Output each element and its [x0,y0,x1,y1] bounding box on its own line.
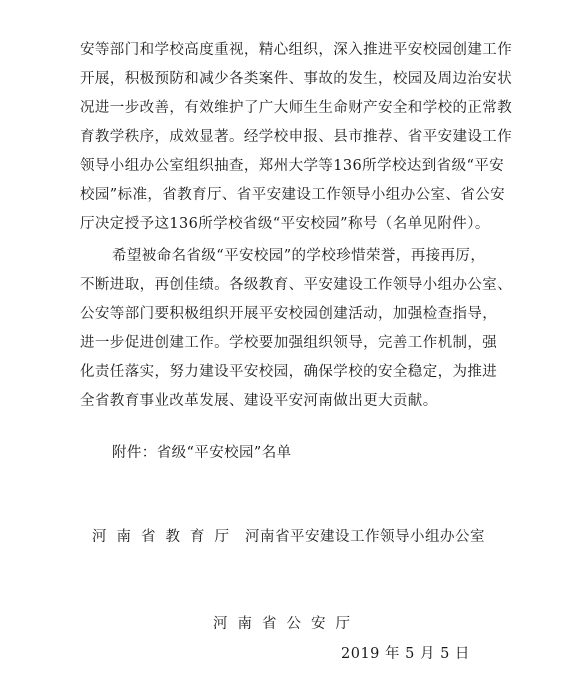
signature-education-dept: 河南省教育厅 [92,529,239,545]
signature-safety-office: 河南省平安建设工作领导小组办公室 [245,529,485,545]
attachment-note: 附件：省级“平安校园”名单 [112,445,292,461]
body-text-line: 领导小组办公室组织抽查，郑州大学等136所学校达到省级“平安 [80,158,505,174]
document-date: 2019 年 5 月 5 日 [341,646,470,662]
body-text-line: 全省教育事业改革发展、建设平安河南做出更大贡献。 [80,393,438,409]
body-text-line: 公安等部门要积极组织开展平安校园创建活动，加强检查指导， [80,306,498,322]
body-text-line: 校园”标准，省教育厅、省平安建设工作领导小组办公室、省公安 [80,187,506,203]
body-text-line: 育教学秩序，成效显著。经学校申报、县市推荐、省平安建设工作 [80,129,513,145]
body-text-line: 安等部门和学校高度重视，精心组织，深入推进平安校园创建工作 [80,42,513,58]
body-text-line: 厅决定授予这136所学校省级“平安校园”称号（名单见附件）。 [80,216,490,232]
signature-police-dept: 河南省公安厅 [213,616,360,632]
body-text-line: 化责任落实，努力建设平安校园，确保学校的安全稳定，为推进 [80,364,498,380]
body-text-line: 况进一步改善，有效维护了广大师生生命财产安全和学校的正常教 [80,100,513,116]
body-text-line: 不断进取，再创佳绩。各级教育、平安建设工作领导小组办公室、 [80,277,513,293]
body-text-line: 开展，积极预防和减少各类案件、事故的发生，校园及周边治安状 [80,71,513,87]
body-text-line: 希望被命名省级“平安校园”的学校珍惜荣誉，再接再厉， [112,248,486,264]
body-text-line: 进一步促进创建工作。学校要加强组织领导，完善工作机制，强 [80,335,498,351]
